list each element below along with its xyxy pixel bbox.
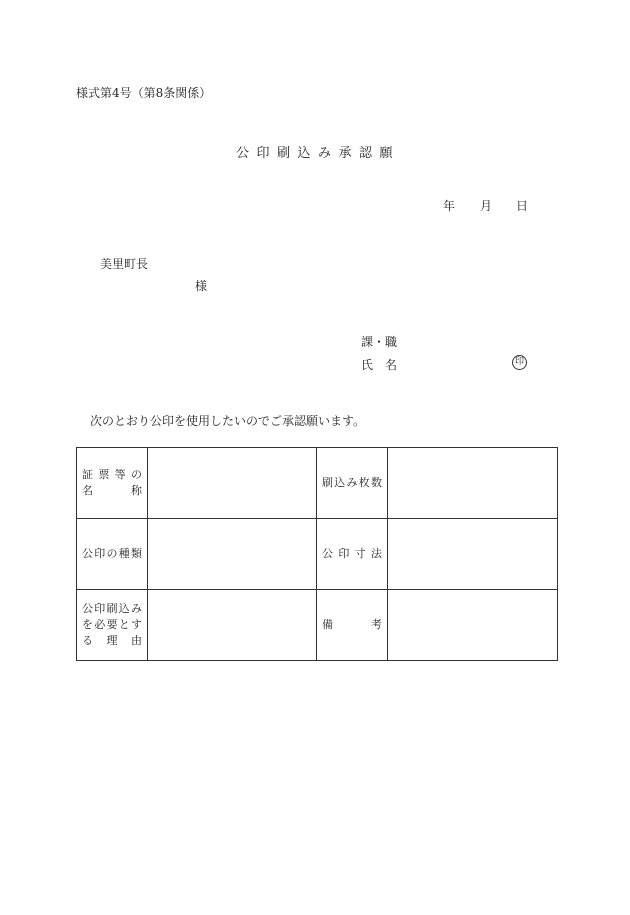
reason-label-line2: を必要とす — [82, 618, 142, 631]
remarks-label: 備 考 — [317, 590, 388, 661]
seal-mark: 印 — [512, 355, 527, 370]
honorific: 様 — [195, 279, 208, 293]
seal-type-cell[interactable] — [148, 519, 317, 590]
applicant-dept-label: 課・職 — [361, 335, 398, 349]
remarks-cell[interactable] — [388, 590, 558, 661]
doc-name-label — [77, 448, 148, 519]
reason-label-line1: 公印刷込み — [82, 602, 142, 615]
reason-cell[interactable] — [148, 590, 317, 661]
page-title: 公印刷込み承認願 — [236, 146, 401, 161]
doc-name-label-line1: 証票等の — [82, 468, 142, 481]
date-month: 月 — [480, 199, 493, 213]
seal-size-cell[interactable] — [388, 519, 558, 590]
seal-type-label: 公印の種類 — [77, 519, 148, 590]
table-row — [77, 590, 558, 661]
seal-size-label: 公印寸法 — [317, 519, 388, 590]
copies-label: 刷込み枚数 — [317, 448, 388, 519]
reason-label-line3: る 理 由 — [82, 634, 142, 647]
reason-label — [77, 590, 148, 661]
applicant-name-label: 氏 名 — [361, 358, 398, 372]
addressee: 美里町長 — [100, 257, 149, 271]
form-number: 様式第4号（第8条関係） — [76, 86, 212, 100]
copies-cell[interactable] — [388, 448, 558, 519]
table-row — [77, 448, 558, 519]
doc-name-cell[interactable] — [148, 448, 317, 519]
date-day: 日 — [516, 199, 529, 213]
table-row — [77, 519, 558, 590]
application-table — [76, 447, 558, 661]
intro-text: 次のとおり公印を使用したいのでご承認願います。 — [90, 414, 366, 428]
doc-name-label-line2: 名 称 — [82, 484, 142, 497]
date-year: 年 — [443, 199, 456, 213]
